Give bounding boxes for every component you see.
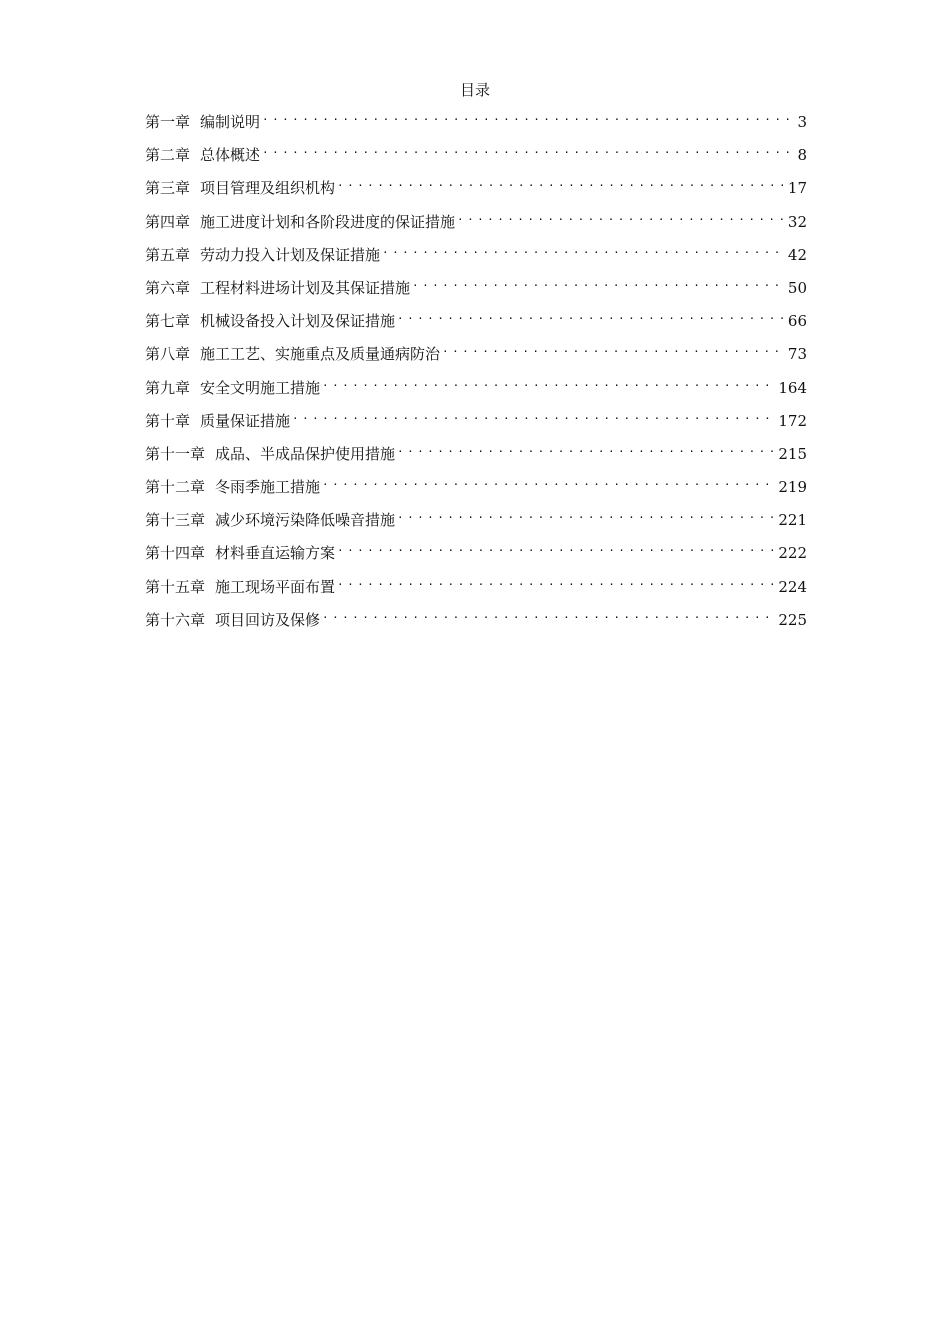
toc-entry[interactable] — [145, 538, 807, 571]
toc-chapter: 第十一章 — [145, 444, 206, 463]
toc-entry[interactable] — [145, 207, 807, 240]
toc-label: 安全文明施工措施 — [200, 378, 321, 397]
toc-chapter: 第二章 — [145, 146, 191, 165]
toc-entry[interactable] — [145, 173, 807, 206]
toc-page-number: 222 — [778, 544, 807, 563]
toc-chapter: 第一章 — [145, 113, 191, 131]
toc-page-number: 164 — [778, 378, 807, 397]
toc-entry[interactable] — [145, 339, 807, 372]
toc-dot-leader — [397, 306, 786, 326]
toc-chapter: 第十二章 — [145, 478, 206, 497]
toc-entry[interactable] — [145, 306, 807, 339]
toc-entry[interactable] — [145, 439, 807, 472]
toc-dot-leader — [337, 538, 776, 558]
toc-page-number: 3 — [797, 113, 807, 131]
toc-entry[interactable] — [145, 273, 807, 306]
toc-label: 劳动力投入计划及保证措施 — [200, 245, 381, 264]
toc-chapter: 第三章 — [145, 179, 191, 198]
toc-dot-leader — [337, 572, 776, 592]
toc-entry[interactable] — [145, 240, 807, 273]
toc-page-number: 73 — [787, 345, 807, 364]
toc-dot-leader — [397, 439, 776, 459]
toc-page-number: 50 — [787, 278, 807, 297]
toc-page-number: 225 — [778, 610, 807, 629]
toc-entry[interactable] — [145, 505, 807, 538]
toc-dot-leader — [442, 339, 786, 359]
toc-dot-leader — [322, 373, 776, 393]
toc-dot-leader — [262, 107, 795, 127]
toc-chapter: 第七章 — [145, 312, 191, 331]
toc-dot-leader — [337, 173, 786, 193]
toc-page-number: 17 — [787, 179, 807, 198]
toc-page-number: 221 — [778, 511, 807, 530]
toc-chapter: 第四章 — [145, 212, 191, 231]
toc-label: 成品、半成品保护使用措施 — [215, 444, 396, 463]
toc-label: 材料垂直运输方案 — [215, 544, 336, 563]
toc-dot-leader — [322, 605, 776, 625]
toc-label: 项目管理及组织机构 — [200, 179, 336, 198]
toc-entry[interactable] — [145, 140, 807, 173]
toc-dot-leader — [412, 273, 786, 293]
toc-label: 编制说明 — [200, 113, 261, 131]
toc-entry[interactable] — [145, 107, 807, 140]
toc-list — [145, 107, 807, 638]
toc-label: 质量保证措施 — [200, 411, 291, 430]
toc-label: 总体概述 — [200, 146, 261, 165]
toc-entry[interactable] — [145, 472, 807, 505]
toc-page-number: 8 — [797, 146, 807, 165]
toc-chapter: 第六章 — [145, 278, 191, 297]
toc-chapter: 第十章 — [145, 411, 191, 430]
toc-dot-leader — [382, 240, 786, 260]
toc-page-number: 172 — [778, 411, 807, 430]
toc-chapter: 第十三章 — [145, 511, 206, 530]
toc-label: 施工现场平面布置 — [215, 577, 336, 596]
toc-label: 施工进度计划和各阶段进度的保证措施 — [200, 212, 456, 231]
toc-page-number: 224 — [778, 577, 807, 596]
toc-dot-leader — [457, 207, 786, 227]
toc-dot-leader — [292, 406, 776, 426]
toc-label: 冬雨季施工措施 — [215, 478, 321, 497]
toc-entry[interactable] — [145, 406, 807, 439]
toc-chapter: 第十四章 — [145, 544, 206, 563]
toc-label: 施工工艺、实施重点及质量通病防治 — [200, 345, 441, 364]
toc-dot-leader — [397, 505, 776, 525]
toc-chapter: 第十五章 — [145, 577, 206, 596]
toc-chapter: 第八章 — [145, 345, 191, 364]
toc-label: 项目回访及保修 — [215, 610, 321, 629]
toc-page-number: 66 — [787, 312, 807, 331]
toc-label: 减少环境污染降低噪音措施 — [215, 511, 396, 530]
toc-dot-leader — [262, 140, 795, 160]
toc-chapter: 第十六章 — [145, 610, 206, 629]
toc-chapter: 第九章 — [145, 378, 191, 397]
toc-page-number: 42 — [787, 245, 807, 264]
toc-page-number: 219 — [778, 478, 807, 497]
toc-title: 目录 — [459, 81, 490, 99]
toc-entry[interactable] — [145, 373, 807, 406]
toc-entry[interactable] — [145, 572, 807, 605]
toc-page-number: 32 — [787, 212, 807, 231]
toc-page-number: 215 — [778, 444, 807, 463]
toc-entry[interactable] — [145, 605, 807, 638]
toc-dot-leader — [322, 472, 776, 492]
toc-label: 工程材料进场计划及其保证措施 — [200, 278, 411, 297]
toc-chapter: 第五章 — [145, 245, 191, 264]
toc-label: 机械设备投入计划及保证措施 — [200, 312, 396, 331]
